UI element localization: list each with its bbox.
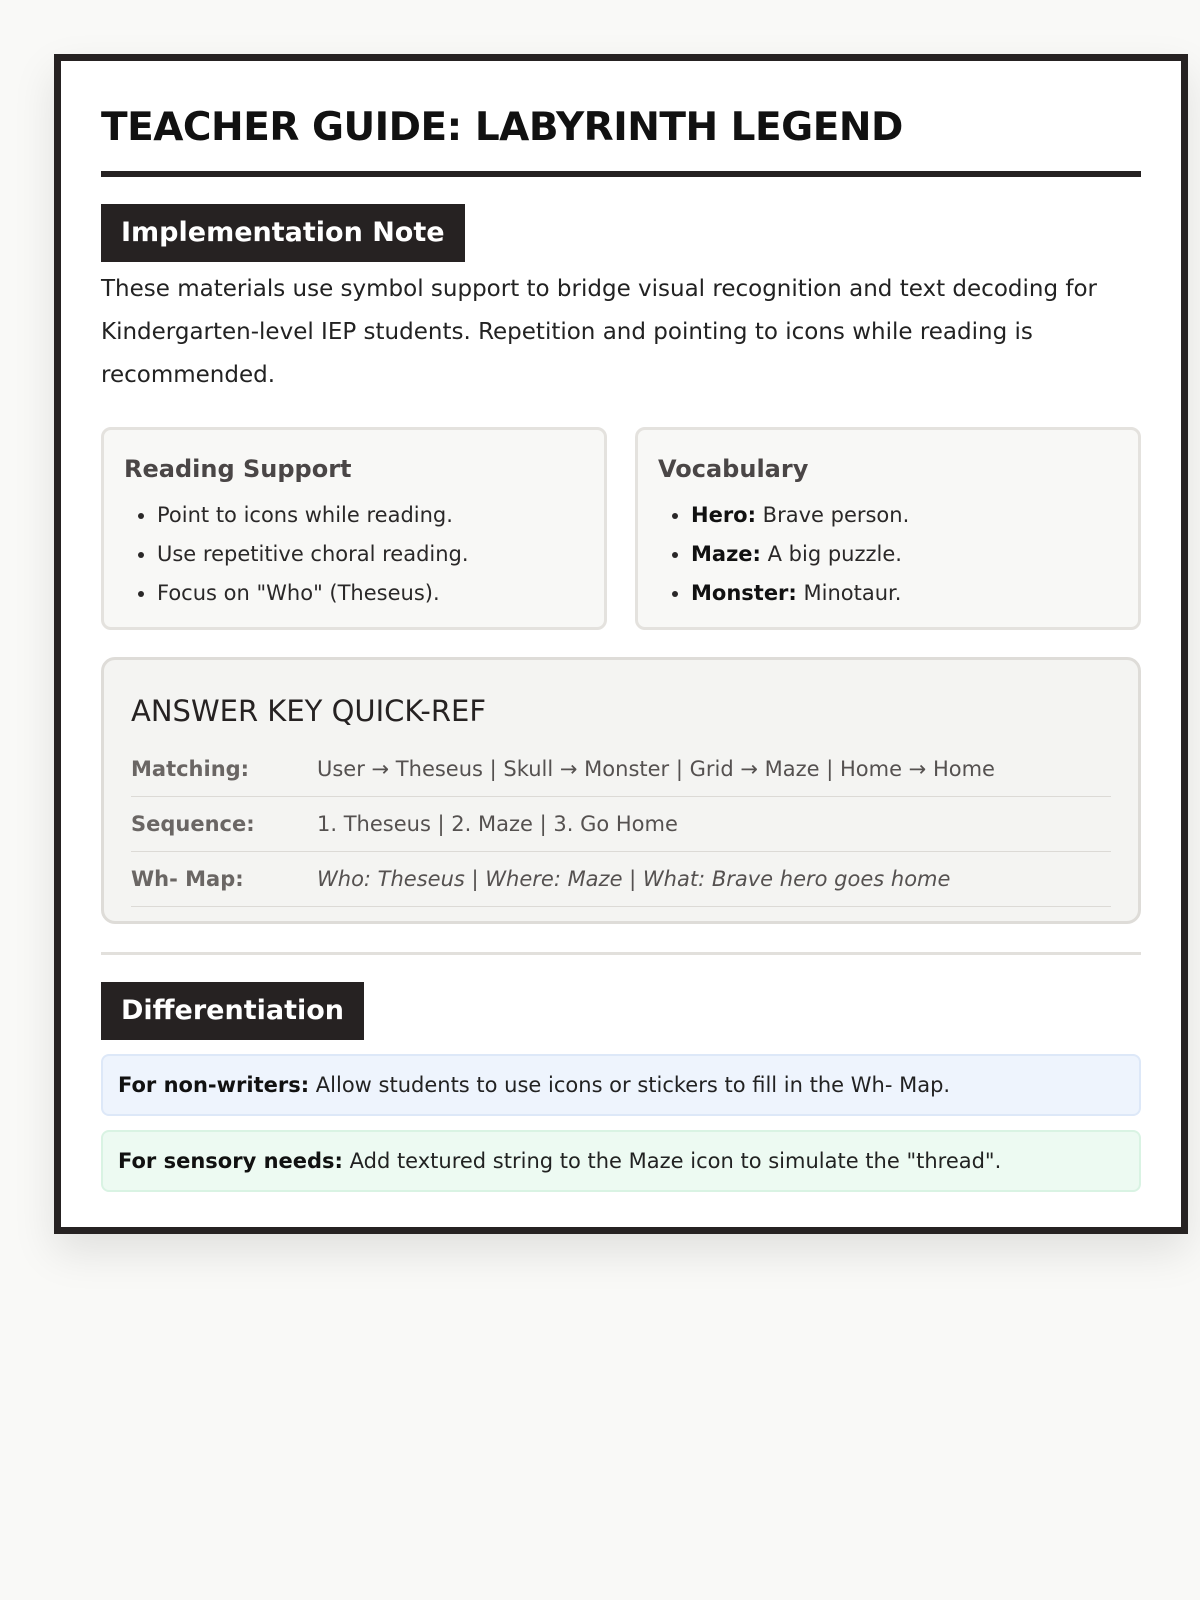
answer-key-label: Sequence: xyxy=(131,812,255,836)
vocabulary-list xyxy=(658,496,1118,613)
table-row xyxy=(131,742,1111,797)
note-lead: For sensory needs: xyxy=(118,1149,343,1173)
implementation-note-text: These materials use symbol support to bridge visual recognition and text decoding for Kindergarten-level IEP students. Repetition and pointing to icons while reading is recommended. xyxy=(101,276,1097,388)
page-title: TEACHER GUIDE: LABYRINTH LEGEND xyxy=(101,103,1141,177)
answer-key-value: 1. Theseus | 2. Maze | 3. Go Home xyxy=(317,812,678,836)
answer-key-box xyxy=(101,657,1141,924)
support-cards xyxy=(101,427,1141,630)
section-divider xyxy=(101,952,1141,955)
answer-key-value: Who: Theseus | Where: Maze | What: Brave hero goes home xyxy=(317,867,951,891)
note-lead: For non-writers: xyxy=(118,1073,310,1097)
table-row xyxy=(131,797,1111,852)
list-item: • Focus on "Who" (Theseus). xyxy=(157,574,584,613)
vocab-term: Maze: xyxy=(691,542,761,566)
differentiation-label: Differentiation xyxy=(101,982,364,1040)
teacher-guide-sheet xyxy=(54,54,1188,1234)
vocab-definition: A big puzzle. xyxy=(760,542,902,566)
list-item xyxy=(691,496,1118,535)
answer-key-title: ANSWER KEY QUICK-REF xyxy=(131,694,487,728)
vocab-definition: Minotaur. xyxy=(796,581,902,605)
implementation-note-label: Implementation Note xyxy=(101,204,465,262)
list-item: • Point to icons while reading. xyxy=(157,496,584,535)
table-row xyxy=(131,852,1111,907)
answer-key-value: User → Theseus | Skull → Monster | Grid → Maze | Home → Home xyxy=(317,757,995,781)
vocab-term: Hero: xyxy=(691,503,756,527)
note-text: Add textured string to the Maze icon to simulate the "thread". xyxy=(342,1149,1002,1173)
list-item: • Use repetitive choral reading. xyxy=(157,535,584,574)
reading-support-list xyxy=(124,496,584,613)
sensory-needs-note xyxy=(101,1130,1141,1192)
non-writers-note xyxy=(101,1054,1141,1116)
vocab-definition: Brave person. xyxy=(756,503,910,527)
vocabulary-title: Vocabulary xyxy=(658,455,809,483)
vocab-term: Monster: xyxy=(691,581,797,605)
list-item xyxy=(691,535,1118,574)
answer-key-label: Wh- Map: xyxy=(131,867,244,891)
answer-key-label: Matching: xyxy=(131,757,250,781)
reading-support-card xyxy=(101,427,607,630)
note-text: Allow students to use icons or stickers to fill in the Wh- Map. xyxy=(309,1073,951,1097)
vocabulary-card xyxy=(635,427,1141,630)
reading-support-title: Reading Support xyxy=(124,455,352,483)
list-item xyxy=(691,574,1118,613)
